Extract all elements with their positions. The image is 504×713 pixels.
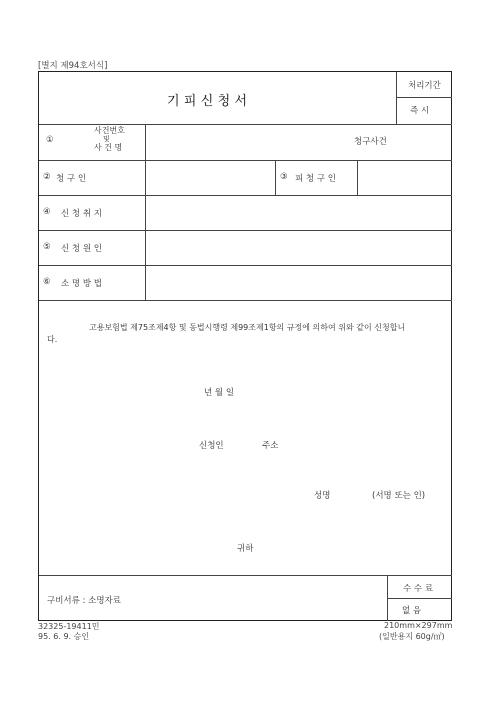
row-number: ④ xyxy=(43,207,51,217)
case-number-label-conj: 및 xyxy=(103,135,110,143)
divider xyxy=(396,97,452,98)
row-number: ① xyxy=(46,135,54,145)
form-title: 기 피 신 청 서 xyxy=(167,94,248,109)
paper-type: (일반용지 60g/㎡) xyxy=(379,632,445,641)
fee-label: 수 수 료 xyxy=(403,584,434,594)
proof-method-label: 소 명 방 법 xyxy=(61,279,102,289)
request-reason-label: 신 청 원 인 xyxy=(61,244,102,254)
divider xyxy=(39,195,452,196)
signature-label: (서명 또는 인) xyxy=(372,491,426,501)
applicant-label: 신청인 xyxy=(199,441,224,451)
row-number: ⑤ xyxy=(43,242,51,252)
case-name-label: 사 건 명 xyxy=(94,143,123,152)
divider xyxy=(145,124,146,300)
divider xyxy=(39,160,452,161)
case-value: 청구사건 xyxy=(354,137,387,147)
divider xyxy=(39,575,452,576)
divider xyxy=(39,300,452,301)
divider xyxy=(396,72,397,124)
divider xyxy=(387,598,452,599)
processing-period-value: 즉 시 xyxy=(410,106,430,116)
form-frame xyxy=(38,71,452,621)
address-label: 주소 xyxy=(262,441,279,451)
divider xyxy=(39,230,452,231)
divider xyxy=(357,160,358,195)
respondent-label: 피 청 구 인 xyxy=(295,174,336,184)
name-label: 성명 xyxy=(314,491,331,501)
approval-date: 95. 6. 9. 승인 xyxy=(38,632,90,641)
case-number-label: 사건번호 xyxy=(94,126,125,135)
statement-text-continued: 다. xyxy=(47,335,58,344)
form-code: 32325-19411민 xyxy=(38,622,100,631)
date-line: 년 월 일 xyxy=(204,388,235,398)
fee-value: 없 음 xyxy=(402,606,422,616)
addressee-label: 귀하 xyxy=(237,544,254,554)
divider xyxy=(39,265,452,266)
claimant-label: 청 구 인 xyxy=(56,174,87,184)
attachments-label: 구비서류 : 소명자료 xyxy=(47,596,121,606)
row-number: ② xyxy=(43,172,51,182)
form-label: [별지 제94호서식] xyxy=(38,61,108,71)
row-number: ⑥ xyxy=(43,277,51,287)
divider xyxy=(275,160,276,195)
row-number: ③ xyxy=(280,172,288,182)
request-purpose-label: 신 청 취 지 xyxy=(61,209,102,219)
statement-text: 고용보험법 제75조제4항 및 동법시행령 제99조제1항의 규정에 의하여 위와 같이 신청합니 xyxy=(89,323,406,332)
paper-size: 210mm×297mm xyxy=(384,621,453,630)
processing-period-label: 처리기간 xyxy=(408,81,441,91)
